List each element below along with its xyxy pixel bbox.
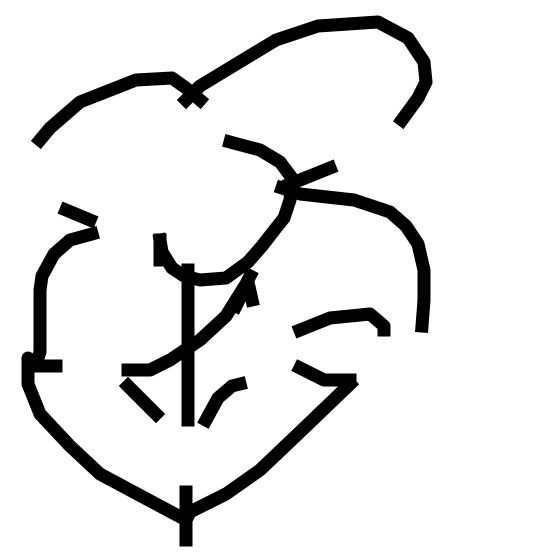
sketch-stroke (300, 314, 384, 330)
sketch-stroke (128, 386, 156, 414)
sketch-stroke (40, 78, 200, 140)
sketch-stroke (186, 22, 426, 120)
sketch-stroke (160, 142, 292, 280)
sketch-stroke (28, 234, 186, 520)
sketch-stroke (206, 384, 240, 420)
sketch-stroke (300, 368, 350, 380)
sketch-stroke (290, 168, 330, 184)
sketch-stroke (66, 210, 90, 220)
sketch-stroke (282, 188, 424, 326)
